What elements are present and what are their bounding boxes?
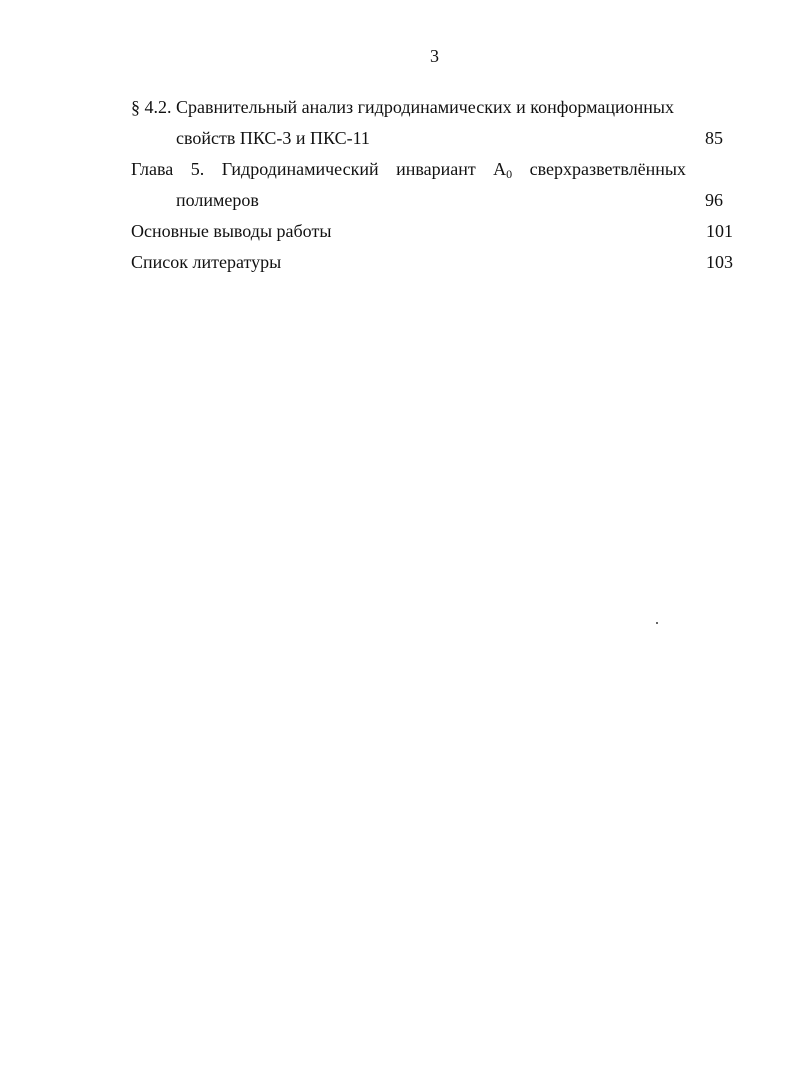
- toc-chapter5-line1: [131, 154, 733, 185]
- toc-entry-4-2-title: § 4.2. Сравнительный анализ гидродинамических и конформационных: [131, 97, 674, 117]
- symbol-a: A: [493, 159, 507, 179]
- toc-chapter5-word: Гидродинамический: [221, 159, 379, 179]
- toc-conclusions-page: 101: [706, 221, 733, 241]
- toc-chapter5-word: Глава: [131, 159, 174, 179]
- toc-conclusions: [131, 216, 733, 247]
- toc-chapter5-page: 96: [705, 190, 723, 210]
- table-of-contents: [131, 92, 733, 278]
- symbol-subscript: 0: [506, 167, 513, 181]
- toc-chapter5-word: 5.: [190, 159, 205, 179]
- toc-entry-4-2-title-cont: свойств ПКС-3 и ПКС-11: [176, 128, 370, 148]
- page-number: 3: [430, 46, 439, 66]
- toc-references: [131, 247, 733, 278]
- toc-conclusions-title: Основные выводы работы: [131, 221, 332, 241]
- toc-entry-4-2-page: 85: [705, 128, 723, 148]
- toc-chapter5-word: инвариант: [396, 159, 476, 179]
- scan-speck: [656, 622, 658, 624]
- toc-entry-4-2-line1: [131, 92, 733, 123]
- toc-references-title: Список литературы: [131, 252, 282, 272]
- toc-chapter5-line2: [131, 185, 733, 216]
- toc-chapter5-word: сверхразветвлённых: [529, 159, 686, 179]
- toc-chapter5-title-cont: полимеров: [176, 190, 259, 210]
- toc-references-page: 103: [706, 252, 733, 272]
- toc-entry-4-2-line2: [131, 123, 733, 154]
